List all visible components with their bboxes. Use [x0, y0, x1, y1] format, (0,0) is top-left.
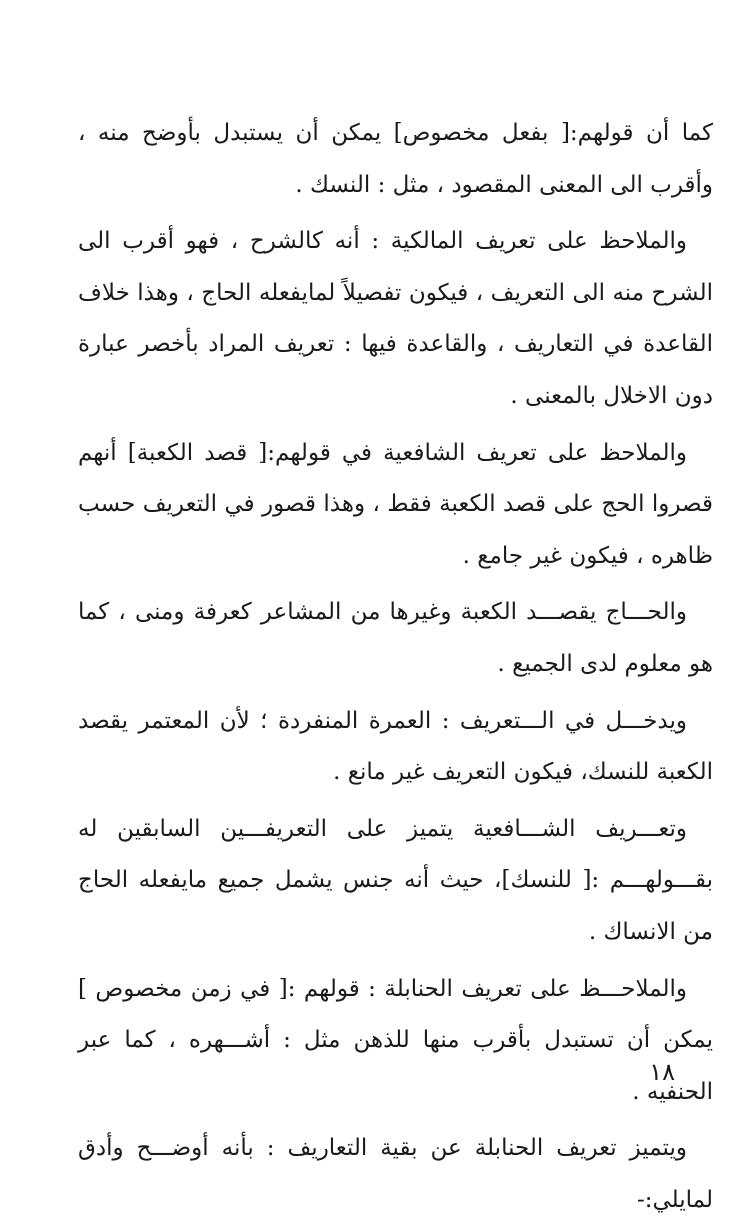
- paragraph: وتعـــريف الشـــافعية يتميز على التعريفـــين السابقين له بقـــولهـــم :[ للنسك]، حيث أنه جنس يشمل جميع مايفعله الحاج من الانساك .: [78, 815, 713, 945]
- paragraph: والملاحـــظ على تعريف الحنابلة : قولهم :[ في زمن مخصوص ] يمكن أن تستبدل بأقرب منها للذهن مثل : أشـــهره ، كما عبر الحنفيه .: [78, 975, 713, 1105]
- paragraph: كما أن قولهم:[ بفعل مخصوص] يمكن أن يستبدل بأوضح منه ، وأقرب الى المعنى المقصود ، مثل : النسك .: [78, 120, 713, 198]
- paragraph: ويتميز تعريف الحنابلة عن بقية التعاريف : بأنه أوضـــح وأدق لمايلي:-: [78, 1135, 713, 1213]
- page-number: ١٨: [649, 1058, 675, 1086]
- paragraph: والملاحظ على تعريف المالكية : أنه كالشرح ، فهو أقرب الى الشرح منه الى التعريف ، فيكون تفصيلاً لمايفعله الحاج ، وهذا خلاف القاعدة في التعاريف ، والقاعدة فيها : تعريف المراد بأخصر عبارة دون الاخلال بالمعنى .: [78, 228, 713, 409]
- paragraph: والملاحظ على تعريف الشافعية في قولهم:[ قصد الكعبة] أنهم قصروا الحج على قصد الكعبة فقط ، وهذا قصور في التعريف حسب ظاهره ، فيكون غير جامع .: [78, 439, 713, 569]
- paragraph: والحـــاج يقصـــد الكعبة وغيرها من المشاعر كعرفة ومنى ، كما هو معلوم لدى الجميع .: [78, 599, 713, 677]
- paragraph: ويدخـــل في الـــتعريف : العمرة المنفردة ؛ لأن المعتمر يقصد الكعبة للنسك، فيكون التعريف غير مانع .: [78, 707, 713, 786]
- body-text: [78, 108, 713, 1231]
